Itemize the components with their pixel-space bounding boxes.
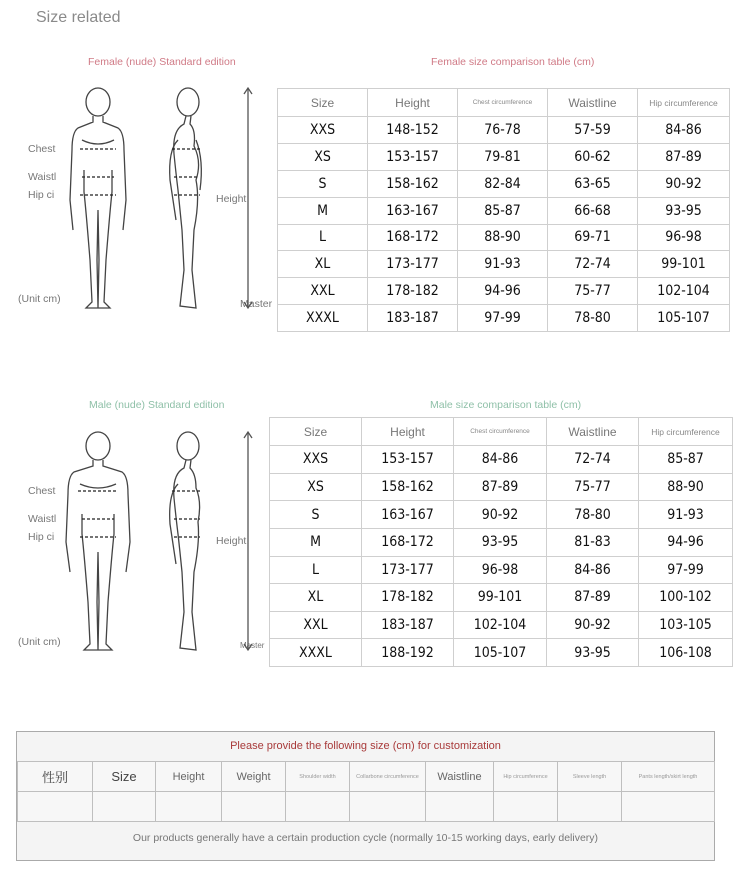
cell-size: M: [270, 528, 362, 556]
size-input-cell[interactable]: [93, 792, 156, 822]
cell-size: L: [270, 556, 362, 584]
cell-chest: 93-95: [454, 528, 547, 556]
cell-waist: 75-77: [548, 278, 638, 305]
header-weight: Weight: [222, 762, 286, 792]
cell-hip: 90-92: [638, 170, 730, 197]
cell-waist: 84-86: [547, 556, 639, 584]
cell-waist: 87-89: [547, 584, 639, 612]
cell-height: 148-152: [368, 117, 458, 144]
customization-input-row: [18, 792, 715, 822]
cell-chest: 102-104: [454, 611, 547, 639]
female-waist-label: Waistl: [28, 171, 57, 183]
table-row: [270, 446, 733, 474]
header-height: Height: [156, 762, 222, 792]
table-row: [270, 501, 733, 529]
header-chest: Chest circumference: [454, 418, 547, 446]
male-body-illustration: [60, 422, 270, 662]
cell-size: XXS: [278, 117, 368, 144]
female-table-header-row: [278, 89, 730, 117]
cell-hip: 97-99: [639, 556, 733, 584]
cell-height: 178-182: [362, 584, 454, 612]
table-row: [278, 117, 730, 144]
table-row: [278, 197, 730, 224]
male-table-caption: Male size comparison table (cm): [430, 399, 582, 411]
cell-hip: 99-101: [638, 251, 730, 278]
female-table-caption: Female size comparison table (cm): [431, 56, 595, 68]
cell-size: XL: [278, 251, 368, 278]
cell-hip: 102-104: [638, 278, 730, 305]
cell-hip: 84-86: [638, 117, 730, 144]
cell-hip: 87-89: [638, 143, 730, 170]
header-height: Height: [368, 89, 458, 117]
header-hip: Hip circumference: [639, 418, 733, 446]
cell-size: XS: [270, 473, 362, 501]
cell-hip: 100-102: [639, 584, 733, 612]
cell-hip: 93-95: [638, 197, 730, 224]
header-size: Size: [270, 418, 362, 446]
cell-chest: 82-84: [458, 170, 548, 197]
cell-height: 178-182: [368, 278, 458, 305]
cell-hip: 96-98: [638, 224, 730, 251]
table-row: [278, 278, 730, 305]
cell-hip: 88-90: [639, 473, 733, 501]
header-gender: 性别: [18, 762, 93, 792]
customization-header-row: [18, 762, 715, 792]
cell-height: 158-162: [368, 170, 458, 197]
table-row: [270, 639, 733, 667]
cell-size: L: [278, 224, 368, 251]
male-figure-caption: Male (nude) Standard edition: [89, 399, 225, 411]
cell-size: XXL: [278, 278, 368, 305]
cell-hip: 103-105: [639, 611, 733, 639]
cell-chest: 84-86: [454, 446, 547, 474]
table-row: [278, 143, 730, 170]
cell-height: 163-167: [362, 501, 454, 529]
cell-chest: 91-93: [458, 251, 548, 278]
cell-waist: 60-62: [548, 143, 638, 170]
customization-table: [17, 761, 715, 822]
header-sleeve-length: Sleeve length: [558, 762, 622, 792]
cell-waist: 72-74: [548, 251, 638, 278]
header-pants-length: Pants length/skirt length: [622, 762, 715, 792]
female-height-label: Height: [216, 193, 247, 205]
cell-height: 183-187: [368, 305, 458, 332]
female-size-table: [277, 88, 730, 332]
cell-hip: 106-108: [639, 639, 733, 667]
customization-form: [16, 731, 715, 861]
page-title: Size related: [36, 9, 121, 26]
male-size-table: [269, 417, 733, 667]
header-shoulder-width: Shoulder width: [286, 762, 350, 792]
table-row: [278, 251, 730, 278]
cell-size: XXXL: [278, 305, 368, 332]
cell-height: 153-157: [362, 446, 454, 474]
cell-chest: 85-87: [458, 197, 548, 224]
cell-height: 158-162: [362, 473, 454, 501]
header-height: Height: [362, 418, 454, 446]
female-hip-label: Hip ci: [28, 189, 55, 201]
weight-input-cell[interactable]: [222, 792, 286, 822]
cell-hip: 105-107: [638, 305, 730, 332]
male-height-label: Height: [216, 535, 247, 547]
female-figure-caption: Female (nude) Standard edition: [88, 56, 236, 68]
cell-chest: 87-89: [454, 473, 547, 501]
cell-height: 183-187: [362, 611, 454, 639]
production-cycle-note: Our products generally have a certain production cycle (normally 10-15 working days, early delivery): [132, 832, 599, 844]
header-waist: Waistline: [548, 89, 638, 117]
cell-height: 163-167: [368, 197, 458, 224]
table-row: [270, 528, 733, 556]
header-hip: Hip circumference: [638, 89, 730, 117]
cell-chest: 96-98: [454, 556, 547, 584]
pants-length-input-cell[interactable]: [622, 792, 715, 822]
cell-size: S: [270, 501, 362, 529]
gender-input-cell[interactable]: [18, 792, 93, 822]
cell-waist: 90-92: [547, 611, 639, 639]
cell-hip: 91-93: [639, 501, 733, 529]
cell-waist: 78-80: [548, 305, 638, 332]
table-row: [278, 170, 730, 197]
female-body-illustration: [60, 80, 273, 320]
cell-waist: 81-83: [547, 528, 639, 556]
cell-hip: 94-96: [639, 528, 733, 556]
height-input-cell[interactable]: [156, 792, 222, 822]
cell-waist: 78-80: [547, 501, 639, 529]
table-row: [278, 305, 730, 332]
female-master-label: Master: [240, 298, 273, 310]
cell-chest: 97-99: [458, 305, 548, 332]
table-row: [278, 224, 730, 251]
cell-size: S: [278, 170, 368, 197]
male-unit-label: (Unit cm): [18, 636, 61, 648]
header-size: Size: [278, 89, 368, 117]
cell-height: 168-172: [368, 224, 458, 251]
cell-height: 173-177: [368, 251, 458, 278]
cell-size: XXL: [270, 611, 362, 639]
male-table-header-row: [270, 418, 733, 446]
header-chest: Chest circumference: [458, 89, 548, 117]
cell-hip: 85-87: [639, 446, 733, 474]
hip-input-cell[interactable]: [494, 792, 558, 822]
cell-chest: 99-101: [454, 584, 547, 612]
male-chest-label: Chest: [28, 485, 56, 497]
header-waist: Waistline: [547, 418, 639, 446]
header-waistline: Waistline: [426, 762, 494, 792]
cell-chest: 76-78: [458, 117, 548, 144]
cell-height: 168-172: [362, 528, 454, 556]
waistline-input-cell[interactable]: [426, 792, 494, 822]
cell-waist: 66-68: [548, 197, 638, 224]
cell-height: 153-157: [368, 143, 458, 170]
female-chest-label: Chest: [28, 143, 56, 155]
header-collarbone: Collarbone circumference: [350, 762, 426, 792]
male-hip-label: Hip ci: [28, 531, 55, 543]
cell-chest: 90-92: [454, 501, 547, 529]
cell-size: XXS: [270, 446, 362, 474]
cell-size: M: [278, 197, 368, 224]
cell-chest: 105-107: [454, 639, 547, 667]
cell-chest: 79-81: [458, 143, 548, 170]
male-master-label: Master: [240, 641, 265, 650]
cell-waist: 93-95: [547, 639, 639, 667]
cell-chest: 88-90: [458, 224, 548, 251]
cell-waist: 72-74: [547, 446, 639, 474]
female-unit-label: (Unit cm): [18, 293, 61, 305]
cell-size: XXXL: [270, 639, 362, 667]
cell-waist: 57-59: [548, 117, 638, 144]
header-size: Size: [93, 762, 156, 792]
customization-title: Please provide the following size (cm) for customization: [230, 740, 501, 752]
cell-height: 188-192: [362, 639, 454, 667]
cell-size: XS: [278, 143, 368, 170]
table-row: [270, 473, 733, 501]
shoulder-width-input-cell[interactable]: [286, 792, 350, 822]
cell-size: XL: [270, 584, 362, 612]
cell-waist: 69-71: [548, 224, 638, 251]
table-row: [270, 584, 733, 612]
table-row: [270, 556, 733, 584]
header-hip: Hip circumference: [494, 762, 558, 792]
collarbone-input-cell[interactable]: [350, 792, 426, 822]
sleeve-length-input-cell[interactable]: [558, 792, 622, 822]
cell-waist: 63-65: [548, 170, 638, 197]
table-row: [270, 611, 733, 639]
cell-height: 173-177: [362, 556, 454, 584]
cell-chest: 94-96: [458, 278, 548, 305]
cell-waist: 75-77: [547, 473, 639, 501]
male-waist-label: Waistl: [28, 513, 57, 525]
